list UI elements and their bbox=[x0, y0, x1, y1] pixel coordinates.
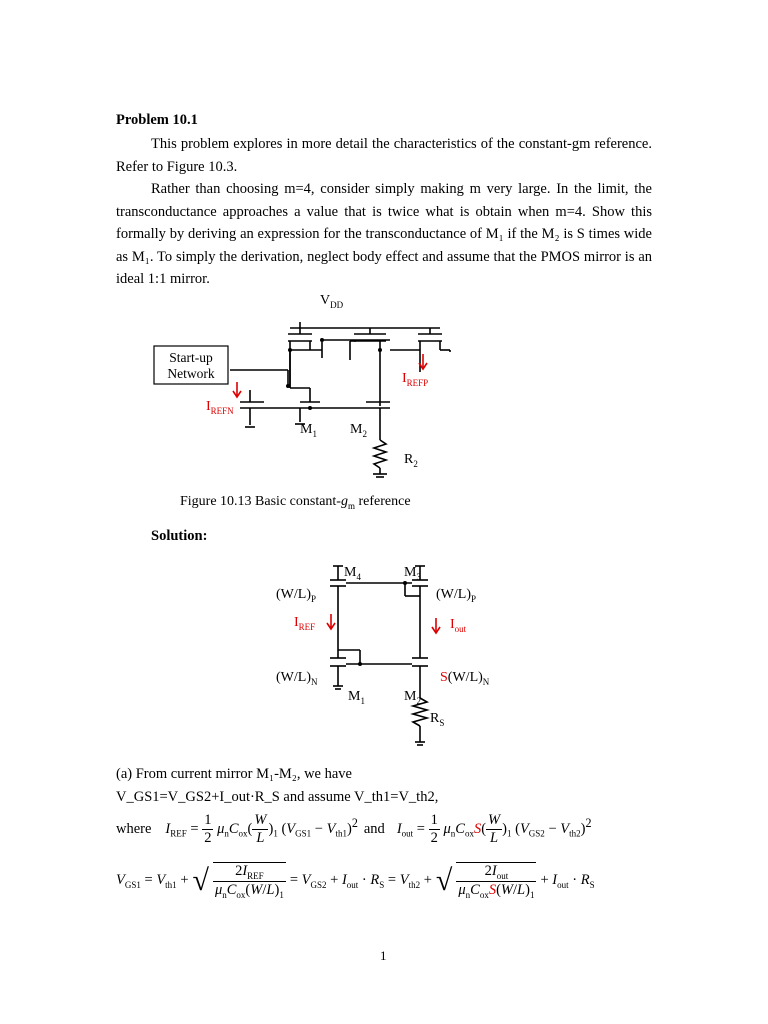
iout-expression: $I_{out}$ = $\frac{1}{2}$ $\mu_nC_{ox}S$( $\frac{W}{L}$ )$_1$ $(V_{GS2} - V_{th2})^2$ bbox=[396, 812, 592, 846]
m1-label: $M_1$ bbox=[300, 422, 317, 439]
m2-sol-label: $M_2$ bbox=[404, 689, 421, 706]
m3-label: $M_3$ bbox=[404, 565, 421, 582]
figure-constant-gm-circuit bbox=[140, 290, 470, 490]
para1-text: This problem explores in more detail the characteristics of the constant-gm reference. Refer to Figure 10.3. bbox=[116, 136, 652, 175]
wln-right-label: $S(W/L)_N$ bbox=[440, 670, 490, 687]
figure-caption: Figure 10.13 Basic constant-$g_m$ reference bbox=[180, 494, 411, 511]
rs-label: $R_S$ bbox=[430, 711, 445, 728]
part-a-line-2: V_GS1=V_GS2+I_out·R_S and assume V_th1=V_th2, bbox=[116, 789, 439, 805]
problem-paragraph-1 bbox=[116, 133, 652, 178]
equation-currents bbox=[116, 812, 592, 847]
figure-solution-circuit bbox=[270, 558, 510, 763]
wlp-right-label: $(W/L)_P$ bbox=[436, 587, 476, 604]
m1-sol-label: $M_1$ bbox=[348, 689, 365, 706]
wln-left-label: $(W/L)_N$ bbox=[276, 670, 318, 687]
where-label: where bbox=[116, 821, 152, 837]
problem-paragraph-2 bbox=[116, 178, 652, 291]
wlp-left-label: $(W/L)_P$ bbox=[276, 587, 316, 604]
vdd-label: $V_{DD}$ bbox=[320, 293, 344, 310]
startup-label-1: Start-up bbox=[169, 350, 213, 365]
r2-label: $R_2$ bbox=[404, 452, 418, 469]
irefp-label: $I_{REFP}$ bbox=[402, 371, 429, 388]
part-a-line-1: (a) From current mirror M₁-M₂, we have bbox=[116, 766, 352, 782]
iref-expression: $I_{REF}$ = $\frac{1}{2}$ $\mu_nC_{ox}$( $\frac{W}{L}$ )$_1$ $(V_{GS1} - V_{th1})^2$ bbox=[165, 812, 358, 846]
startup-label-2: Network bbox=[167, 366, 215, 381]
m2-label: $M_2$ bbox=[350, 422, 367, 439]
page-number: 1 bbox=[380, 948, 387, 963]
para2-text: Rather than choosing m=4, consider simply making m very large. In the limit, the transconductance approaches a value that is twice what is obtain when m=4. Show this formally by deriving an expression for the transconductance of M₁ if the M₂ is S times wide as M₁. To simply the derivation, neglect body effect and assume that the PMOS mirror is an ideal 1:1 mirror. bbox=[116, 181, 652, 287]
and-label: and bbox=[363, 821, 385, 837]
equation-vgs: $V_{GS1} = V_{th1}$ + √ $\frac{2I_{REF}}{\mu_nC_{ox}(W/L)_1}$ = $V_{GS2} + I_{out} \cdot R_S = V_{th2}$ + √ $\frac{2I_{out}}{\mu_nC_{ox}S(W/L)_1}$ + $I_{out} \cdot R_S$ bbox=[116, 863, 595, 900]
irefn-label: $I_{REFN}$ bbox=[206, 399, 234, 416]
problem-title: Problem 10.1 bbox=[116, 112, 198, 128]
m4-label: $M_4$ bbox=[344, 565, 361, 582]
solution-heading: Solution: bbox=[151, 528, 208, 544]
iout-label: $I_{out}$ bbox=[450, 617, 467, 634]
iref-label: $I_{REF}$ bbox=[294, 615, 316, 632]
